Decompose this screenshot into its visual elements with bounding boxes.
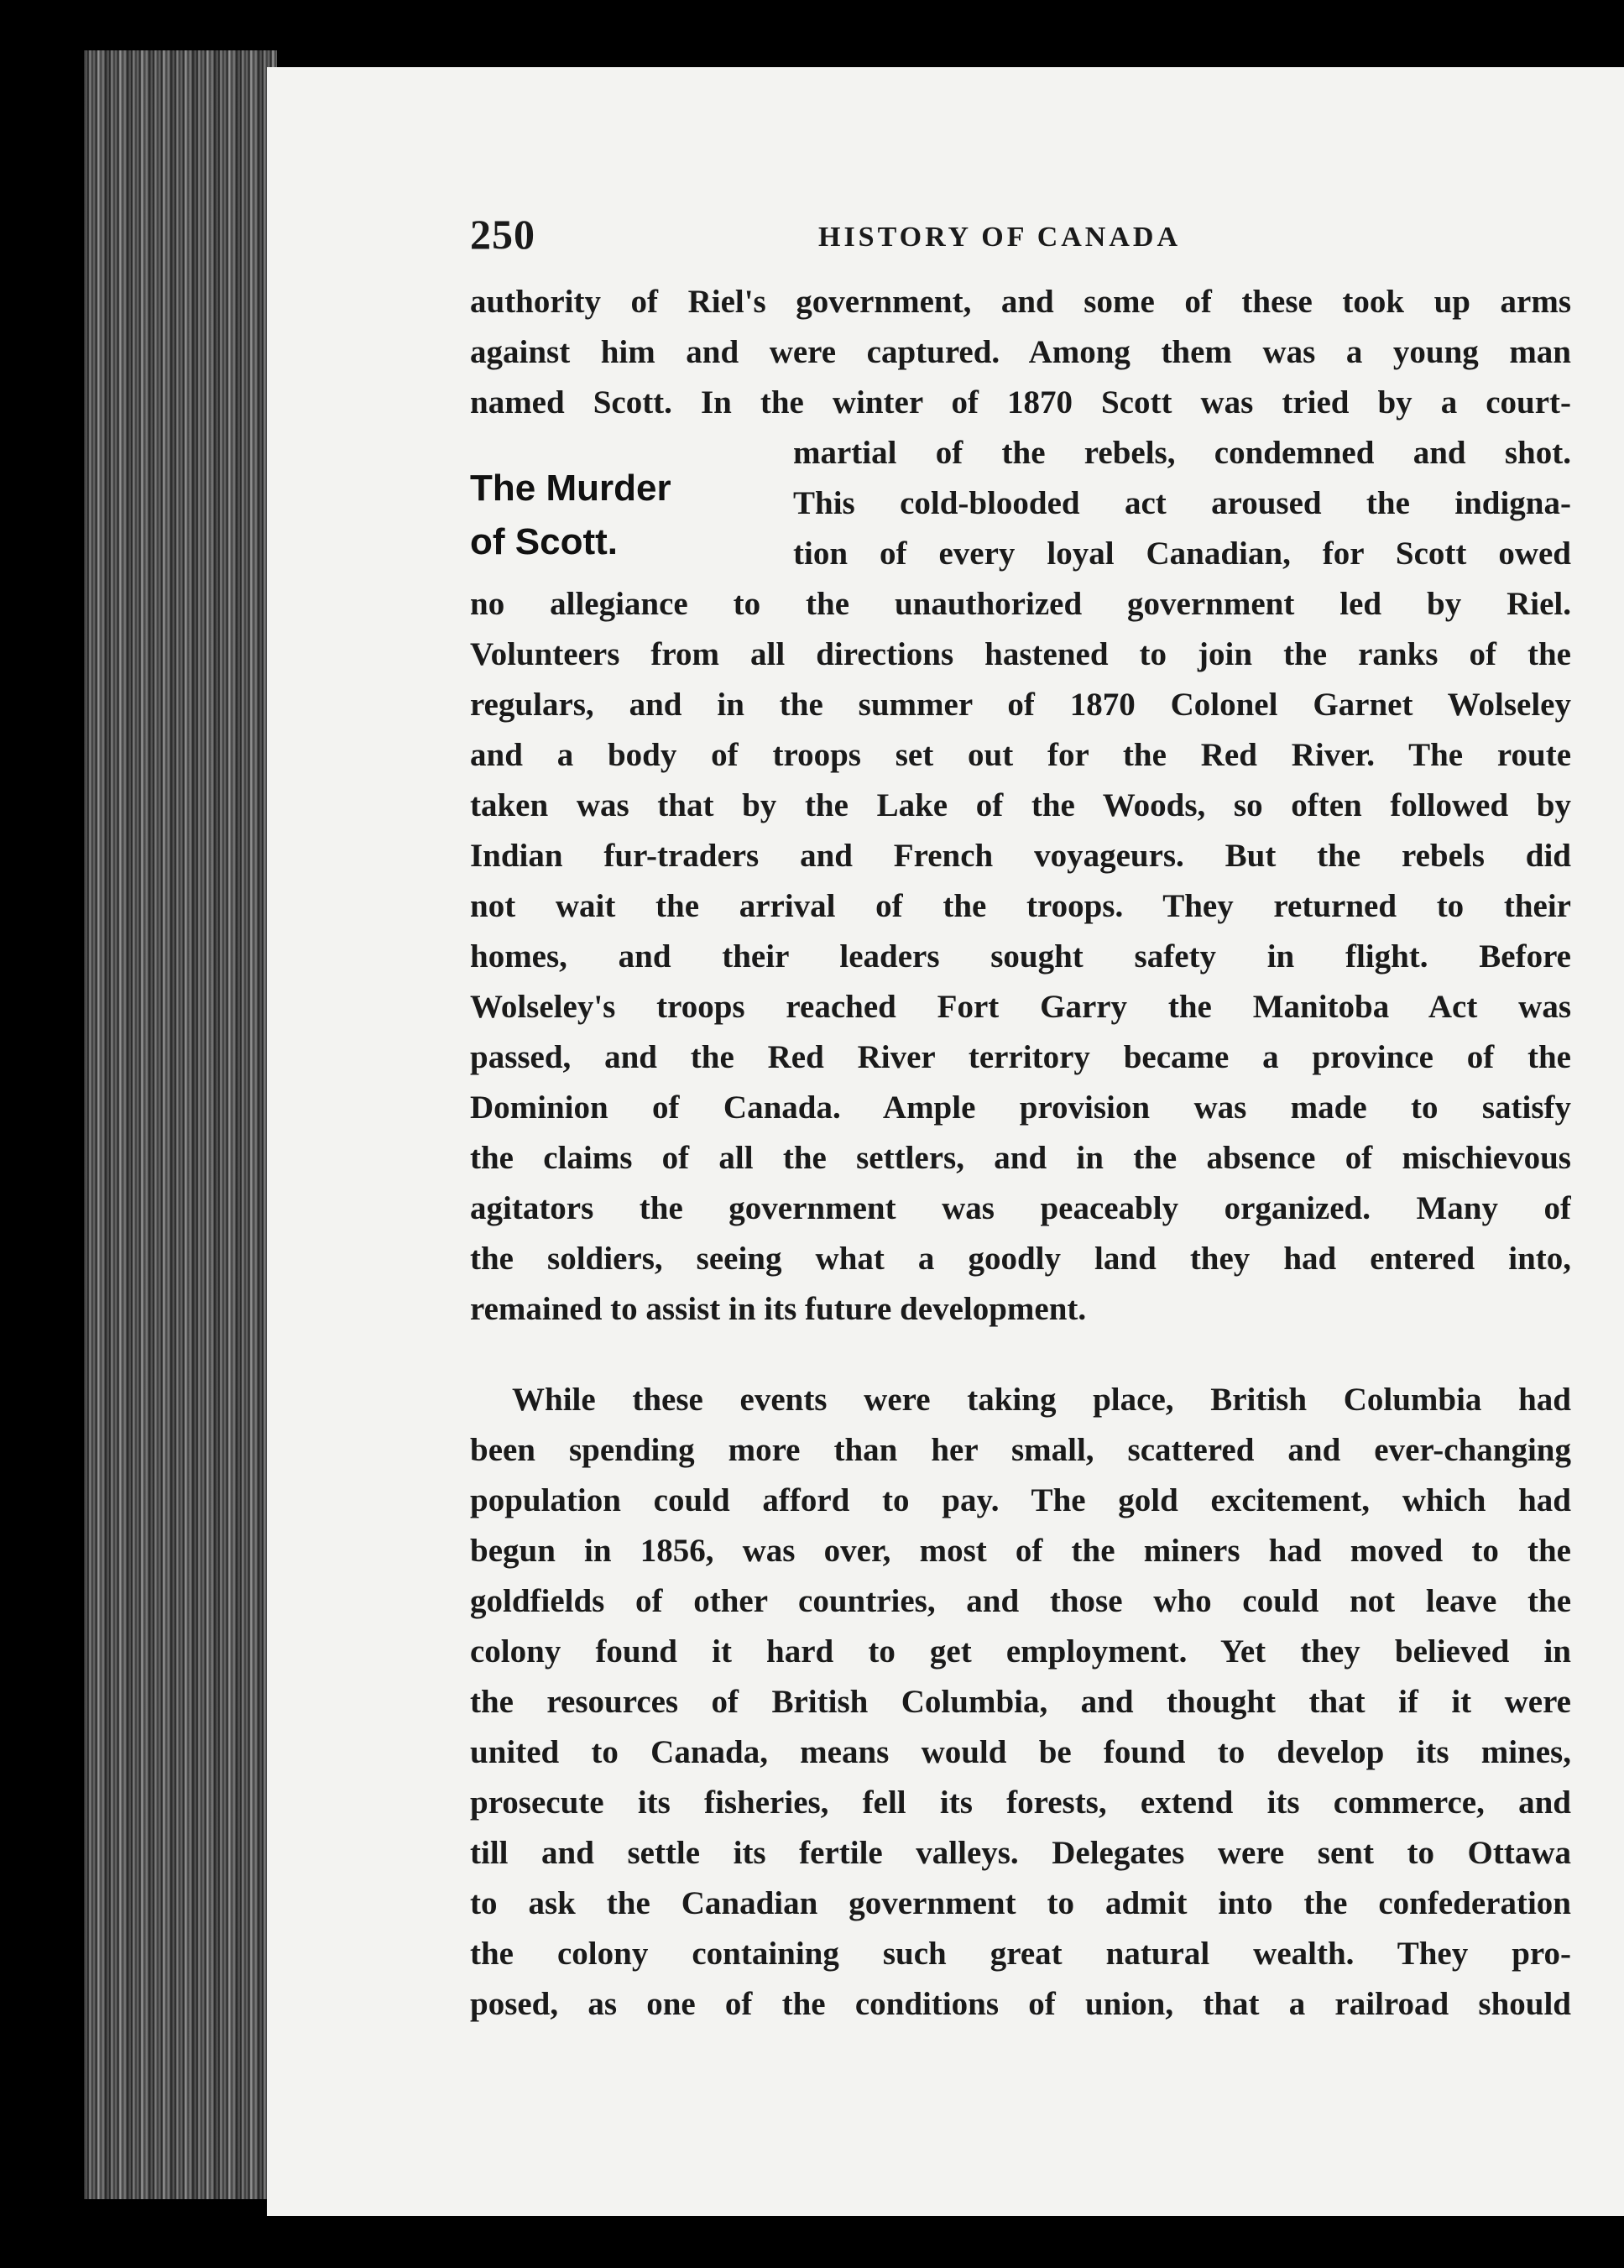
text-line: till and settle its fertile valleys. Delegates were sent to Ottawa (470, 1835, 1571, 1871)
text-line: population could afford to pay. The gold excitement, which had (470, 1482, 1571, 1518)
text-line: While these events were taking place, British Columbia had (512, 1382, 1571, 1418)
text-line: Volunteers from all directions hastened to join the ranks of the (470, 636, 1571, 672)
text-line: begun in 1856, was over, most of the miners had moved to the (470, 1533, 1571, 1569)
text-line: tion of every loyal Canadian, for Scott owed (793, 536, 1571, 572)
text-line: This cold-blooded act aroused the indigna- (793, 485, 1571, 521)
text-block (470, 210, 1571, 2030)
paragraph-gap (470, 1335, 1571, 1375)
text-line: prosecute its fisheries, fell its forests, extend its commerce, and (470, 1785, 1571, 1821)
text-line: colony found it hard to get employment. Yet they believed in (470, 1633, 1571, 1670)
text-line: posed, as one of the conditions of union, that a railroad should (470, 1986, 1571, 2022)
text-line: the colony containing such great natural wealth. They pro- (470, 1936, 1571, 1972)
text-line: against him and were captured. Among them was a young man (470, 334, 1571, 370)
text-line: martial of the rebels, condemned and shot. (793, 435, 1571, 471)
book-page-edges (84, 50, 277, 2199)
text-line: Dominion of Canada. Ample provision was made to satisfy (470, 1090, 1571, 1126)
text-line: no allegiance to the unauthorized government led by Riel. (470, 586, 1571, 622)
margin-heading-line-2: of Scott. (470, 521, 618, 562)
text-line: Wolseley's troops reached Fort Garry the Manitoba Act was (470, 989, 1571, 1025)
text-line: to ask the Canadian government to admit into the confederation (470, 1885, 1571, 1921)
text-line: the soldiers, seeing what a goodly land they had entered into, (470, 1241, 1571, 1277)
text-line: passed, and the Red River territory became a province of the (470, 1039, 1571, 1075)
margin-heading (470, 462, 772, 569)
text-line: the resources of British Columbia, and thought that if it were (470, 1684, 1571, 1720)
text-line: goldfields of other countries, and those who could not leave the (470, 1583, 1571, 1619)
page-number: 250 (470, 211, 535, 258)
text-line: regulars, and in the summer of 1870 Colonel Garnet Wolseley (470, 687, 1571, 723)
running-title: HISTORY OF CANADA (818, 222, 1182, 253)
paragraph-2 (470, 1375, 1571, 2030)
margin-heading-line-1: The Murder (470, 468, 671, 509)
text-line: remained to assist in its future development. (470, 1291, 1087, 1327)
text-line: been spending more than her small, scattered and ever-changing (470, 1432, 1571, 1468)
text-line: authority of Riel's government, and some of these took up arms (470, 284, 1571, 320)
text-line: Indian fur-traders and French voyageurs. But the rebels did (470, 838, 1571, 874)
running-head (470, 210, 1571, 277)
text-line: the claims of all the settlers, and in the absence of mischievous (470, 1140, 1571, 1176)
text-line: named Scott. In the winter of 1870 Scott was tried by a court- (470, 384, 1571, 421)
text-line: not wait the arrival of the troops. They returned to their (470, 888, 1571, 924)
text-line: taken was that by the Lake of the Woods, so often followed by (470, 787, 1571, 823)
text-line: and a body of troops set out for the Red River. The route (470, 737, 1571, 773)
text-line: homes, and their leaders sought safety in flight. Before (470, 938, 1571, 975)
text-line: united to Canada, means would be found to develop its mines, (470, 1734, 1571, 1770)
paragraph-1 (470, 277, 1571, 1335)
text-line: agitators the government was peaceably organized. Many of (470, 1190, 1571, 1226)
